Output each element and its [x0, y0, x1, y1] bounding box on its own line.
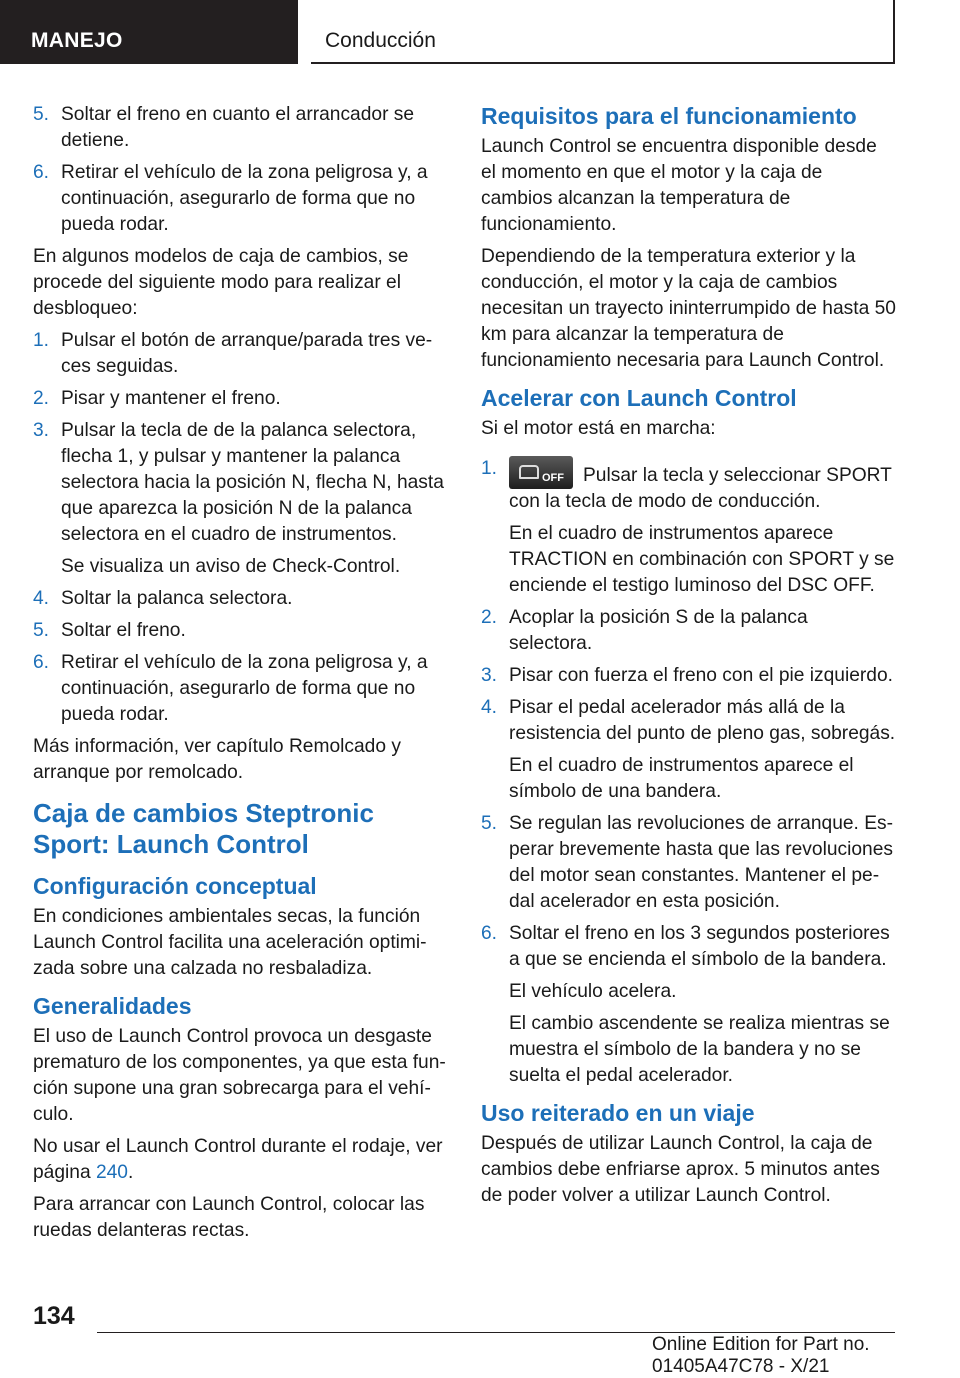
step-text: Soltar la palanca selectora.	[61, 588, 293, 609]
page-number: 134	[33, 1302, 75, 1330]
step-note: En el cuadro de instrumentos aparece el símbolo de una bandera.	[509, 755, 854, 802]
step-text: Pisar el pedal acelerador más allá de la resistencia del punto de pleno gas, sobregás.	[509, 697, 896, 744]
chapter-title: Conducción	[325, 29, 436, 52]
step-number: 6.	[33, 162, 50, 183]
paragraph: Launch Control se encuentra disponible desde el momento en que el motor y la caja de cambios alcanzan la temperatura de funcionamiento.	[481, 136, 877, 235]
subheading-concept: Configuración conceptual	[33, 873, 317, 899]
step-text: Pulsar el botón de arranque/parada tres veces seguidas.	[61, 330, 433, 377]
dsc-off-button-icon	[509, 456, 573, 489]
step-number: 6.	[481, 923, 498, 944]
list-item	[33, 102, 447, 154]
list-item	[33, 650, 447, 728]
step-number: 5.	[33, 620, 50, 641]
paragraph: Dependiendo de la temperatura exterior y la conducción, el motor y la caja de cambios necesitan un trayecto ininterrumpido de hasta 50 km para alcanzar la temperatura de funcionamiento necesaria para Launch Control.	[481, 246, 896, 371]
list-item	[481, 811, 896, 915]
car-skid-icon	[519, 465, 539, 479]
step-number: 3.	[33, 420, 50, 441]
paragraph: En algunos modelos de caja de cambios, se procede del siguiente modo para realizar el desbloqueo:	[33, 246, 409, 319]
list-item	[33, 386, 447, 412]
off-label: OFF	[542, 472, 564, 484]
page-link[interactable]: 240	[95, 1162, 128, 1183]
step-note: En el cuadro de instrumentos aparece TRACTION en combinación con SPORT y se enciende el testigo luminoso del DSC OFF.	[509, 523, 895, 596]
step-number: 5.	[33, 104, 50, 125]
section-header	[0, 0, 298, 64]
step-number: 1.	[33, 330, 50, 351]
launch-steps-list	[481, 456, 896, 1089]
unlock-steps-list-1	[33, 102, 447, 238]
text: No usar el Launch Control durante el rodaje, ver página	[33, 1136, 443, 1183]
paragraph: Más información, ver capítulo Remolcado y arranque por remolcado.	[33, 736, 401, 783]
step-text: Pisar con fuerza el freno con el pie izquierdo.	[509, 665, 893, 686]
paragraph: Después de utilizar Launch Control, la caja de cambios debe enfriarse aprox. 5 minutos antes de poder volver a utilizar Launch Control.	[481, 1133, 880, 1206]
step-note: El vehículo acelera.	[509, 981, 677, 1002]
heading-line-2: Sport: Launch Control	[33, 829, 309, 859]
list-item	[481, 695, 896, 805]
step-note: El cambio ascendente se realiza mientras se muestra el símbolo de la bandera y no se suelta el pedal acelerador.	[509, 1013, 890, 1086]
list-item	[33, 328, 447, 380]
subheading-general: Generalidades	[33, 993, 192, 1019]
step-number: 1.	[481, 458, 498, 479]
subheading-repeat: Uso reiterado en un viaje	[481, 1100, 755, 1126]
step-note: Se visualiza un aviso de Check-Control.	[61, 556, 401, 577]
list-item	[33, 160, 447, 238]
footer-divider	[97, 1332, 895, 1333]
list-item	[481, 663, 896, 689]
step-text: Retirar el vehículo de la zona peligrosa y, a continuación, asegurarlo de forma que no pueda rodar.	[61, 652, 428, 725]
heading-line-1: Caja de cambios Steptronic	[33, 798, 374, 828]
paragraph: Para arrancar con Launch Control, colocar las ruedas delanteras rectas.	[33, 1194, 425, 1241]
step-number: 3.	[481, 665, 498, 686]
subheading-requirements: Requisitos para el funcionamiento	[481, 103, 857, 129]
step-number: 2.	[481, 607, 498, 628]
section-heading	[33, 798, 447, 860]
list-item	[481, 605, 896, 657]
step-number: 4.	[481, 697, 498, 718]
paragraph: Si el motor está en marcha:	[481, 418, 716, 439]
step-text: Retirar el vehículo de la zona peligrosa y, a continuación, asegurarlo de forma que no pueda rodar.	[61, 162, 428, 235]
step-text: Pulsar la tecla de de la palanca selectora, flecha 1, y pulsar y mantener la palanca selectora hacia la posición N, flecha N, hasta que aparezca la posición N de la palanca selectora en el cuadro de instrumentos.	[61, 420, 444, 545]
step-text: Acoplar la posición S de la palanca selectora.	[509, 607, 808, 654]
step-number: 4.	[33, 588, 50, 609]
paragraph	[33, 1134, 447, 1186]
list-item	[33, 586, 447, 612]
step-text: Soltar el freno.	[61, 620, 186, 641]
step-text: Soltar el freno en los 3 segundos posteriores a que se encienda el símbolo de la bandera.	[509, 923, 890, 970]
chapter-header	[311, 0, 895, 64]
paragraph: En condiciones ambientales secas, la función Launch Control facilita una aceleración optimizada sobre una calzada no resbaladiza.	[33, 906, 427, 979]
step-text: Pulsar la tecla y seleccionar SPORT con la tecla de modo de conducción.	[509, 465, 892, 512]
text: .	[127, 1162, 134, 1183]
step-number: 6.	[33, 652, 50, 673]
subheading-accelerate: Acelerar con Launch Control	[481, 385, 797, 411]
section-title: MANEJO	[31, 29, 123, 52]
paragraph: El uso de Launch Control provoca un desgaste prematuro de los componentes, ya que esta función supone una gran sobrecarga para el vehículo.	[33, 1026, 446, 1125]
step-number: 5.	[481, 813, 498, 834]
list-item	[481, 456, 896, 599]
unlock-steps-list-2	[33, 328, 447, 728]
left-column	[33, 102, 447, 1250]
right-column	[481, 102, 896, 1215]
step-number: 2.	[33, 388, 50, 409]
list-item	[33, 618, 447, 644]
list-item	[481, 921, 896, 1089]
step-text: Soltar el freno en cuanto el arrancador se detiene.	[61, 104, 415, 151]
step-text: Pisar y mantener el freno.	[61, 388, 281, 409]
edition-text: Online Edition for Part no. 01405A47C78 - X/21	[652, 1334, 870, 1377]
list-item	[33, 418, 447, 580]
step-text: Se regulan las revoluciones de arranque. Esperar brevemente hasta que las revoluciones del motor sean constantes. Mantener el pedal acelerador en esta posición.	[509, 813, 893, 912]
